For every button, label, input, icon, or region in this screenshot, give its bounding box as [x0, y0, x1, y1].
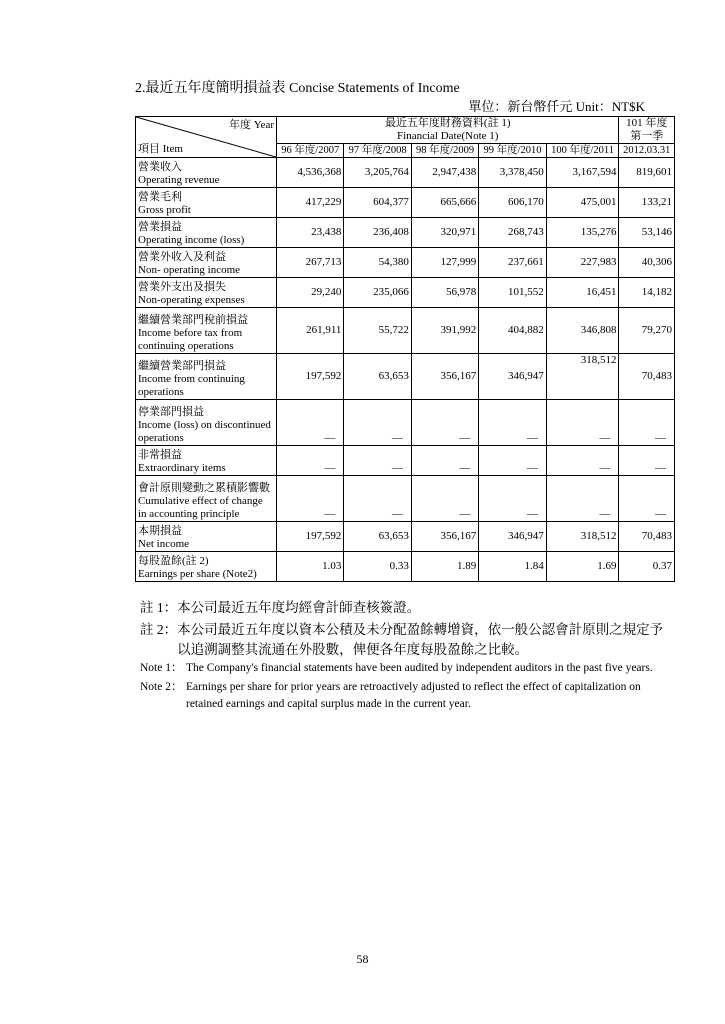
row-label-en: Income from continuing operations: [138, 373, 245, 398]
value-cell: 604,377: [344, 188, 411, 218]
value-cell: 101,552: [479, 278, 546, 308]
row-label-zh: 繼續營業部門損益: [138, 360, 226, 372]
row-label: [136, 400, 277, 446]
value-cell: —: [277, 400, 344, 446]
value-cell: 356,167: [411, 354, 478, 400]
value-cell: 318,512: [546, 354, 619, 400]
value-cell: 197,592: [277, 354, 344, 400]
row-label-en: Earnings per share (Note2): [138, 568, 257, 580]
value-cell: 356,167: [411, 522, 478, 552]
table-row: [136, 446, 675, 476]
row-label: [136, 218, 277, 248]
value-cell: —: [344, 476, 411, 522]
corner-year-label: 年度 Year: [228, 119, 274, 131]
row-label: [136, 476, 277, 522]
value-cell: —: [546, 400, 619, 446]
value-cell: 55,722: [344, 308, 411, 354]
table-row: [136, 354, 675, 400]
value-cell: —: [546, 446, 619, 476]
value-cell: 819,601: [619, 158, 675, 188]
value-cell: 29,240: [277, 278, 344, 308]
row-label: [136, 552, 277, 582]
row-label: [136, 308, 277, 354]
value-cell: 70,483: [619, 522, 675, 552]
year-cell: 97 年度/2008: [344, 144, 411, 158]
value-cell: 127,999: [411, 248, 478, 278]
row-label-zh: 營業外支出及損失: [138, 281, 226, 293]
row-label-en: Gross profit: [138, 204, 191, 216]
value-cell: 23,438: [277, 218, 344, 248]
value-cell: 63,653: [344, 522, 411, 552]
note-en-1-key: Note 1：: [140, 662, 183, 674]
row-label-en: Operating revenue: [138, 174, 220, 186]
row-label-en: Cumulative effect of change in accounting principle: [138, 495, 263, 520]
value-cell: 0.37: [619, 552, 675, 582]
value-cell: 475,001: [546, 188, 619, 218]
table-row: [136, 158, 675, 188]
value-cell: 63,653: [344, 354, 411, 400]
value-cell: 197,592: [277, 522, 344, 552]
value-cell: 346,808: [546, 308, 619, 354]
quarter-header-zh2: 第一季: [630, 130, 664, 142]
value-cell: 53,146: [619, 218, 675, 248]
note-en-2-key: Note 2：: [140, 681, 183, 693]
row-label-en: Net income: [138, 538, 190, 550]
value-cell: —: [277, 446, 344, 476]
year-cell: 100 年度/2011: [546, 144, 619, 158]
value-cell: —: [344, 446, 411, 476]
value-cell: —: [277, 476, 344, 522]
value-cell: 0.33: [344, 552, 411, 582]
income-statement-table: [135, 116, 675, 582]
table-row: [136, 188, 675, 218]
note-zh-2-text: 本公司最近五年度以資本公積及未分配盈餘轉增資，依一般公認會計原則之規定予以追溯調整其流通在外股數，俾便各年度每股盈餘之比較。: [177, 622, 664, 657]
value-cell: 3,378,450: [479, 158, 546, 188]
table-row: [136, 248, 675, 278]
value-cell: 268,743: [479, 218, 546, 248]
corner-cell: [136, 117, 277, 158]
value-cell: 318,512: [546, 522, 619, 552]
value-cell: 346,947: [479, 354, 546, 400]
row-label-zh: 會計原則變動之累積影響數: [138, 482, 270, 494]
value-cell: 1.89: [411, 552, 478, 582]
value-cell: —: [619, 446, 675, 476]
note-en-2-text: Earnings per share for prior years are retroactively adjusted to reflect the effect of capitalization on retained earnings and capital surplus made in the current year.: [186, 681, 641, 710]
table-row: [136, 476, 675, 522]
note-zh-1-key: 註 1：: [140, 600, 178, 615]
row-label: [136, 188, 277, 218]
value-cell: 227,983: [546, 248, 619, 278]
value-cell: 14,182: [619, 278, 675, 308]
value-cell: —: [479, 476, 546, 522]
value-cell: 261,911: [277, 308, 344, 354]
value-cell: 391,992: [411, 308, 478, 354]
value-cell: —: [479, 400, 546, 446]
table-row: [136, 522, 675, 552]
value-cell: 236,408: [344, 218, 411, 248]
value-cell: 665,666: [411, 188, 478, 218]
value-cell: —: [344, 400, 411, 446]
row-label-en: Non- operating income: [138, 264, 241, 276]
five-year-group-header: [277, 117, 619, 144]
unit-label: 單位：新台幣仟元 Unit：NT$K: [468, 99, 645, 114]
value-cell: —: [619, 476, 675, 522]
row-label-zh: 停業部門損益: [138, 406, 204, 418]
header-row: [136, 117, 675, 144]
quarter-header-zh1: 101 年度: [626, 117, 668, 129]
value-cell: 235,066: [344, 278, 411, 308]
table-row: [136, 278, 675, 308]
table-row: [136, 552, 675, 582]
row-label-zh: 本期損益: [138, 525, 182, 537]
row-label-en: Income before tax from continuing operations: [138, 327, 243, 352]
note-zh-1-text: 本公司最近五年度均經會計師查核簽證。: [177, 600, 421, 615]
value-cell: 3,205,764: [344, 158, 411, 188]
year-cell: 99 年度/2010: [479, 144, 546, 158]
value-cell: 1.84: [479, 552, 546, 582]
row-label-zh: 營業毛利: [138, 191, 182, 203]
table-row: [136, 308, 675, 354]
value-cell: 133,21: [619, 188, 675, 218]
section-title: 2.最近五年度簡明損益表 Concise Statements of Income: [135, 81, 460, 96]
row-label: [136, 522, 277, 552]
value-cell: 2,947,438: [411, 158, 478, 188]
row-label: [136, 248, 277, 278]
value-cell: 1.69: [546, 552, 619, 582]
year-cell: 2012.03.31: [619, 144, 675, 158]
corner-item-label: 項目 Item: [138, 143, 183, 155]
value-cell: 237,661: [479, 248, 546, 278]
page-number: 58: [356, 952, 369, 966]
row-label: [136, 446, 277, 476]
value-cell: —: [546, 476, 619, 522]
year-cell: 98 年度/2009: [411, 144, 478, 158]
table-row: [136, 400, 675, 446]
value-cell: —: [411, 400, 478, 446]
value-cell: 417,229: [277, 188, 344, 218]
value-cell: 267,713: [277, 248, 344, 278]
row-label-zh: 每股盈餘(註 2): [138, 555, 209, 567]
value-cell: 79,270: [619, 308, 675, 354]
row-label-en: Operating income (loss): [138, 234, 245, 246]
row-label-zh: 營業收入: [138, 161, 182, 173]
notes-section: [140, 596, 675, 713]
row-label-en: Non-operating expenses: [138, 294, 245, 306]
row-label: [136, 278, 277, 308]
note-zh-1: [140, 596, 675, 616]
year-cell: 96 年度/2007: [277, 144, 344, 158]
row-label-en: Income (loss) on discontinued operations: [138, 419, 271, 444]
value-cell: 4,536,368: [277, 158, 344, 188]
row-label: [136, 354, 277, 400]
note-zh-2-key: 註 2：: [140, 622, 178, 637]
value-cell: 135,276: [546, 218, 619, 248]
row-label-zh: 繼續營業部門稅前損益: [138, 314, 248, 326]
row-label-en: Extraordinary items: [138, 462, 226, 474]
value-cell: —: [479, 446, 546, 476]
value-cell: 54,380: [344, 248, 411, 278]
row-label: [136, 158, 277, 188]
quarter-header: [619, 117, 675, 144]
value-cell: 1.03: [277, 552, 344, 582]
table-row: [136, 218, 675, 248]
value-cell: —: [411, 476, 478, 522]
value-cell: 16,451: [546, 278, 619, 308]
value-cell: 3,167,594: [546, 158, 619, 188]
value-cell: 40,306: [619, 248, 675, 278]
value-cell: 404,882: [479, 308, 546, 354]
row-label-zh: 非常損益: [138, 449, 182, 461]
group-header-en: Financial Date(Note 1): [397, 130, 499, 142]
value-cell: —: [411, 446, 478, 476]
note-en-1: [140, 660, 675, 677]
value-cell: 70,483: [619, 354, 675, 400]
group-header-zh: 最近五年度財務資料(註 1): [384, 117, 511, 129]
value-cell: 346,947: [479, 522, 546, 552]
note-zh-2: [140, 618, 675, 658]
value-cell: 606,170: [479, 188, 546, 218]
value-cell: 56,978: [411, 278, 478, 308]
value-cell: —: [619, 400, 675, 446]
note-en-1-text: The Company's financial statements have been audited by independent auditors in the past five years.: [186, 662, 653, 674]
note-en-2: [140, 679, 675, 713]
row-label-zh: 營業外收入及利益: [138, 251, 226, 263]
value-cell: 320,971: [411, 218, 478, 248]
row-label-zh: 營業損益: [138, 221, 182, 233]
